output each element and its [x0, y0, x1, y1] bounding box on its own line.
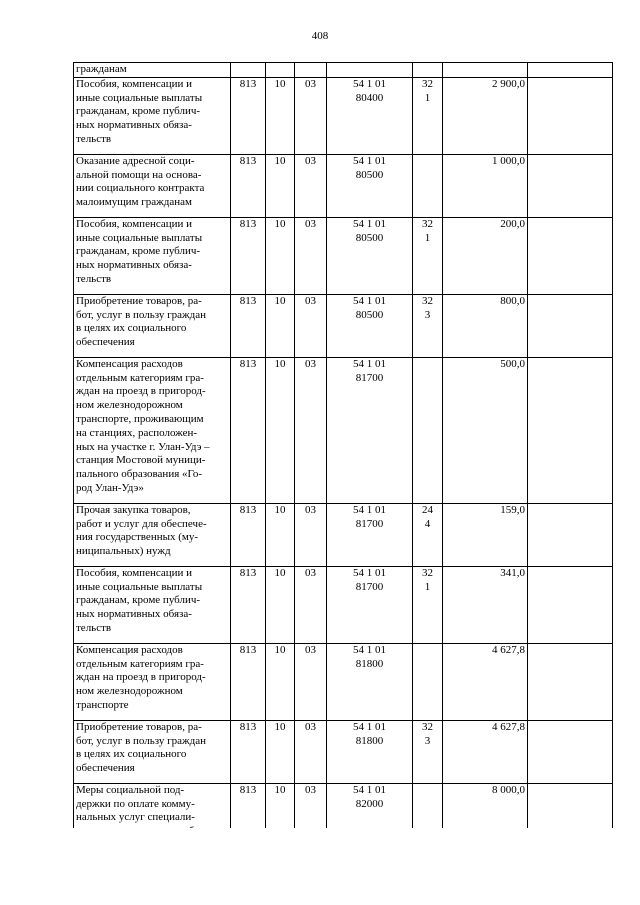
amount-cell: [443, 154, 528, 217]
cell-line: транспорте, проживающим: [76, 412, 204, 425]
target-article-cell: [327, 294, 413, 357]
cell-line: 80500: [355, 168, 384, 181]
cell-text: 03: [305, 294, 316, 307]
expense-type-cell: [413, 357, 443, 503]
cell-text: 10: [274, 77, 286, 90]
cell-line: Компенсация расходов: [76, 643, 183, 656]
cell-text: 800,0: [500, 294, 525, 307]
cell-line: в целях их социального: [76, 748, 187, 761]
cell-text: 10: [274, 357, 286, 370]
cell-line: 54 1 01: [353, 503, 386, 516]
cell-line: 81700: [355, 580, 384, 593]
cell-line: Приобретение товаров, ра-: [76, 294, 202, 307]
extra-column-cell: [528, 77, 613, 154]
cell-line: ниципальных) нужд: [76, 545, 171, 558]
table-row: [74, 720, 613, 783]
target-article-cell: [327, 720, 413, 783]
amount-cell: [443, 643, 528, 720]
target-article-cell: [327, 566, 413, 643]
subsection-code-cell: [295, 566, 327, 643]
cell-line: тельств: [76, 621, 112, 634]
expense-name-cell: [74, 566, 231, 643]
cell-line: 54 1 01: [353, 566, 386, 579]
page-number: 408: [311, 30, 329, 42]
cell-line: 54 1 01: [353, 720, 386, 733]
cell-line: 80500: [355, 231, 384, 244]
cell-line: 82000: [355, 797, 384, 810]
cell-line: 3: [424, 308, 431, 321]
section-code-cell: [266, 154, 295, 217]
cell-text: 10: [274, 154, 286, 167]
cell-line: 1: [424, 91, 431, 104]
extra-column-cell: [528, 217, 613, 294]
subsection-code-cell: [295, 77, 327, 154]
amount-cell: [443, 566, 528, 643]
section-code-cell: [266, 294, 295, 357]
target-article-cell: [327, 357, 413, 503]
cell-text: 03: [305, 566, 316, 579]
cell-line: иные социальные выплаты: [76, 91, 203, 104]
amount-cell: [443, 77, 528, 154]
table-row: [74, 63, 613, 78]
table-row: [74, 503, 613, 566]
table-row: [74, 154, 613, 217]
expense-type-cell: [413, 643, 443, 720]
cell-line: 32: [422, 294, 433, 307]
cell-text: 03: [305, 154, 316, 167]
table-row: [74, 217, 613, 294]
cell-line: 54 1 01: [353, 643, 386, 656]
cell-line: транспорте: [76, 698, 129, 711]
cell-text: 03: [305, 503, 316, 516]
subsection-code-cell: [295, 217, 327, 294]
cell-line: держки по оплате комму-: [76, 797, 195, 810]
expense-type-cell: [413, 720, 443, 783]
expense-name-cell: [74, 643, 231, 720]
cell-line: 81800: [355, 657, 384, 670]
section-code-cell: [266, 217, 295, 294]
cell-line: станция Мостовой муници-: [76, 454, 206, 467]
amount-cell: [443, 294, 528, 357]
ministry-code-cell: [231, 294, 266, 357]
cell-text: 813: [239, 294, 257, 307]
cell-line: гражданам, кроме публич-: [76, 594, 201, 607]
cell-line: 54 1 01: [353, 154, 386, 167]
cell-line: ном железнодорожном: [76, 399, 183, 412]
cell-line: 4: [424, 517, 431, 530]
cell-text: 10: [274, 503, 286, 516]
cell-text: 1 000,0: [492, 154, 525, 167]
cell-line: на станциях, расположен-: [76, 426, 198, 439]
target-article-cell: [327, 154, 413, 217]
section-code-cell: [266, 643, 295, 720]
section-code-cell: [266, 720, 295, 783]
cell-text: 03: [305, 720, 316, 733]
cell-text: 4 627,8: [492, 720, 525, 733]
cell-line: ных нормативных обяза-: [76, 608, 192, 621]
cell-line: 54 1 01: [353, 783, 386, 796]
cell-line: отдельным категориям гра-: [76, 371, 204, 384]
cell-text: 10: [274, 217, 286, 230]
cell-text: 4 627,8: [492, 643, 525, 656]
cell-line: тельств: [76, 132, 112, 145]
cell-text: 813: [239, 783, 257, 796]
subsection-code-cell: [295, 154, 327, 217]
cell-line: Пособия, компенсации и: [76, 77, 193, 90]
page-bottom-margin: [0, 828, 640, 905]
cell-line: иные социальные выплаты: [76, 231, 203, 244]
cell-line: гражданам, кроме публич-: [76, 105, 201, 118]
extra-column-cell: [528, 357, 613, 503]
cell-line: 81700: [355, 517, 384, 530]
cell-line: Компенсация расходов: [76, 357, 183, 370]
ministry-code-cell: [231, 357, 266, 503]
target-article-cell: [327, 63, 413, 78]
cell-text: 03: [305, 643, 316, 656]
cell-line: ных нормативных обяза-: [76, 119, 192, 132]
subsection-code-cell: [295, 357, 327, 503]
cell-line: пального образования «Го-: [76, 468, 203, 481]
cell-text: 10: [274, 566, 286, 579]
cell-line: Оказание адресной соци-: [76, 154, 195, 167]
ministry-code-cell: [231, 63, 266, 78]
section-code-cell: [266, 77, 295, 154]
cell-line: малоимущим гражданам: [76, 196, 192, 209]
cell-text: 813: [239, 357, 257, 370]
ministry-code-cell: [231, 566, 266, 643]
cell-line: работ и услуг для обеспече-: [76, 517, 207, 530]
amount-cell: [443, 217, 528, 294]
cell-line: Меры социальной под-: [76, 783, 185, 796]
cell-line: Прочая закупка товаров,: [76, 503, 191, 516]
table-row: [74, 357, 613, 503]
subsection-code-cell: [295, 643, 327, 720]
cell-text: 813: [239, 643, 257, 656]
expense-name-cell: [74, 63, 231, 78]
cell-line: альной помощи на основа-: [76, 168, 202, 181]
expense-name-cell: [74, 217, 231, 294]
expense-name-cell: [74, 503, 231, 566]
cell-line: тельств: [76, 272, 112, 285]
expense-name-cell: [74, 77, 231, 154]
cell-text: 341,0: [500, 566, 525, 579]
expense-type-cell: [413, 77, 443, 154]
cell-text: 03: [305, 77, 316, 90]
expense-type-cell: [413, 566, 443, 643]
expense-name-cell: [74, 357, 231, 503]
table-row: [74, 294, 613, 357]
cell-line: ждан на проезд в пригород-: [76, 385, 206, 398]
cell-line: иные социальные выплаты: [76, 580, 203, 593]
expense-type-cell: [413, 154, 443, 217]
extra-column-cell: [528, 503, 613, 566]
cell-text: 10: [274, 720, 286, 733]
cell-text: 159,0: [500, 503, 525, 516]
cell-line: 1: [424, 580, 431, 593]
cell-text: 200,0: [500, 217, 525, 230]
cell-text: 813: [239, 154, 257, 167]
table-row: [74, 643, 613, 720]
subsection-code-cell: [295, 503, 327, 566]
cell-line: ждан на проезд в пригород-: [76, 671, 206, 684]
cell-line: обеспечения: [76, 336, 135, 349]
extra-column-cell: [528, 643, 613, 720]
target-article-cell: [327, 503, 413, 566]
amount-cell: [443, 503, 528, 566]
target-article-cell: [327, 217, 413, 294]
cell-line: обеспечения: [76, 762, 135, 775]
cell-line: ных нормативных обяза-: [76, 259, 192, 272]
expense-name-cell: [74, 720, 231, 783]
cell-line: ном железнодорожном: [76, 685, 183, 698]
cell-line: 24: [422, 503, 433, 516]
cell-line: 32: [422, 720, 433, 733]
cell-line: 1: [424, 231, 431, 244]
cell-line: ных на участке г. Улан-Удэ –: [76, 440, 210, 453]
ministry-code-cell: [231, 77, 266, 154]
table-row: [74, 77, 613, 154]
ministry-code-cell: [231, 154, 266, 217]
cell-text: 10: [274, 783, 286, 796]
cell-text: 03: [305, 783, 316, 796]
expense-name-cell: [74, 154, 231, 217]
cell-text: 10: [274, 294, 286, 307]
cell-line: 54 1 01: [353, 357, 386, 370]
expense-name-cell: [74, 294, 231, 357]
cell-line: 80500: [355, 308, 384, 321]
ministry-code-cell: [231, 643, 266, 720]
cell-line: 32: [422, 566, 433, 579]
extra-column-cell: [528, 63, 613, 78]
cell-text: 10: [274, 643, 286, 656]
cell-line: 3: [424, 734, 431, 747]
extra-column-cell: [528, 720, 613, 783]
cell-line: Приобретение товаров, ра-: [76, 720, 202, 733]
cell-text: 8 000,0: [492, 783, 525, 796]
amount-cell: [443, 63, 528, 78]
target-article-cell: [327, 643, 413, 720]
amount-cell: [443, 720, 528, 783]
cell-line: нальных услуг специали-: [76, 811, 195, 824]
cell-line: 81800: [355, 734, 384, 747]
extra-column-cell: [528, 154, 613, 217]
cell-line: гражданам: [76, 63, 127, 75]
cell-line: ния государственных (му-: [76, 531, 199, 544]
subsection-code-cell: [295, 294, 327, 357]
cell-text: 03: [305, 217, 316, 230]
cell-line: бот, услуг в пользу граждан: [76, 308, 206, 321]
cell-line: род Улан-Удэ»: [76, 481, 144, 494]
expense-type-cell: [413, 217, 443, 294]
expense-type-cell: [413, 503, 443, 566]
cell-line: 54 1 01: [353, 294, 386, 307]
cell-text: 500,0: [500, 357, 525, 370]
cell-text: 813: [239, 217, 257, 230]
cell-text: 03: [305, 357, 316, 370]
extra-column-cell: [528, 294, 613, 357]
expense-type-cell: [413, 63, 443, 78]
expense-type-cell: [413, 294, 443, 357]
cell-text: 2 900,0: [492, 77, 525, 90]
table-row: [74, 566, 613, 643]
target-article-cell: [327, 77, 413, 154]
cell-text: 813: [239, 720, 257, 733]
section-code-cell: [266, 503, 295, 566]
cell-line: 80400: [355, 91, 384, 104]
extra-column-cell: [528, 566, 613, 643]
cell-text: 813: [239, 503, 257, 516]
ministry-code-cell: [231, 720, 266, 783]
cell-line: отдельным категориям гра-: [76, 657, 204, 670]
ministry-code-cell: [231, 217, 266, 294]
cell-line: в целях их социального: [76, 322, 187, 335]
section-code-cell: [266, 63, 295, 78]
cell-line: 32: [422, 217, 433, 230]
cell-line: Пособия, компенсации и: [76, 566, 193, 579]
cell-line: 32: [422, 77, 433, 90]
subsection-code-cell: [295, 63, 327, 78]
budget-table: [73, 62, 613, 844]
cell-line: 54 1 01: [353, 77, 386, 90]
cell-text: 813: [239, 566, 257, 579]
cell-line: Пособия, компенсации и: [76, 217, 193, 230]
cell-line: гражданам, кроме публич-: [76, 245, 201, 258]
subsection-code-cell: [295, 720, 327, 783]
ministry-code-cell: [231, 503, 266, 566]
amount-cell: [443, 357, 528, 503]
cell-line: 54 1 01: [353, 217, 386, 230]
cell-line: бот, услуг в пользу граждан: [76, 734, 206, 747]
cell-line: нии социального контракта: [76, 182, 205, 195]
section-code-cell: [266, 566, 295, 643]
cell-line: 81700: [355, 371, 384, 384]
cell-text: 813: [239, 77, 257, 90]
section-code-cell: [266, 357, 295, 503]
